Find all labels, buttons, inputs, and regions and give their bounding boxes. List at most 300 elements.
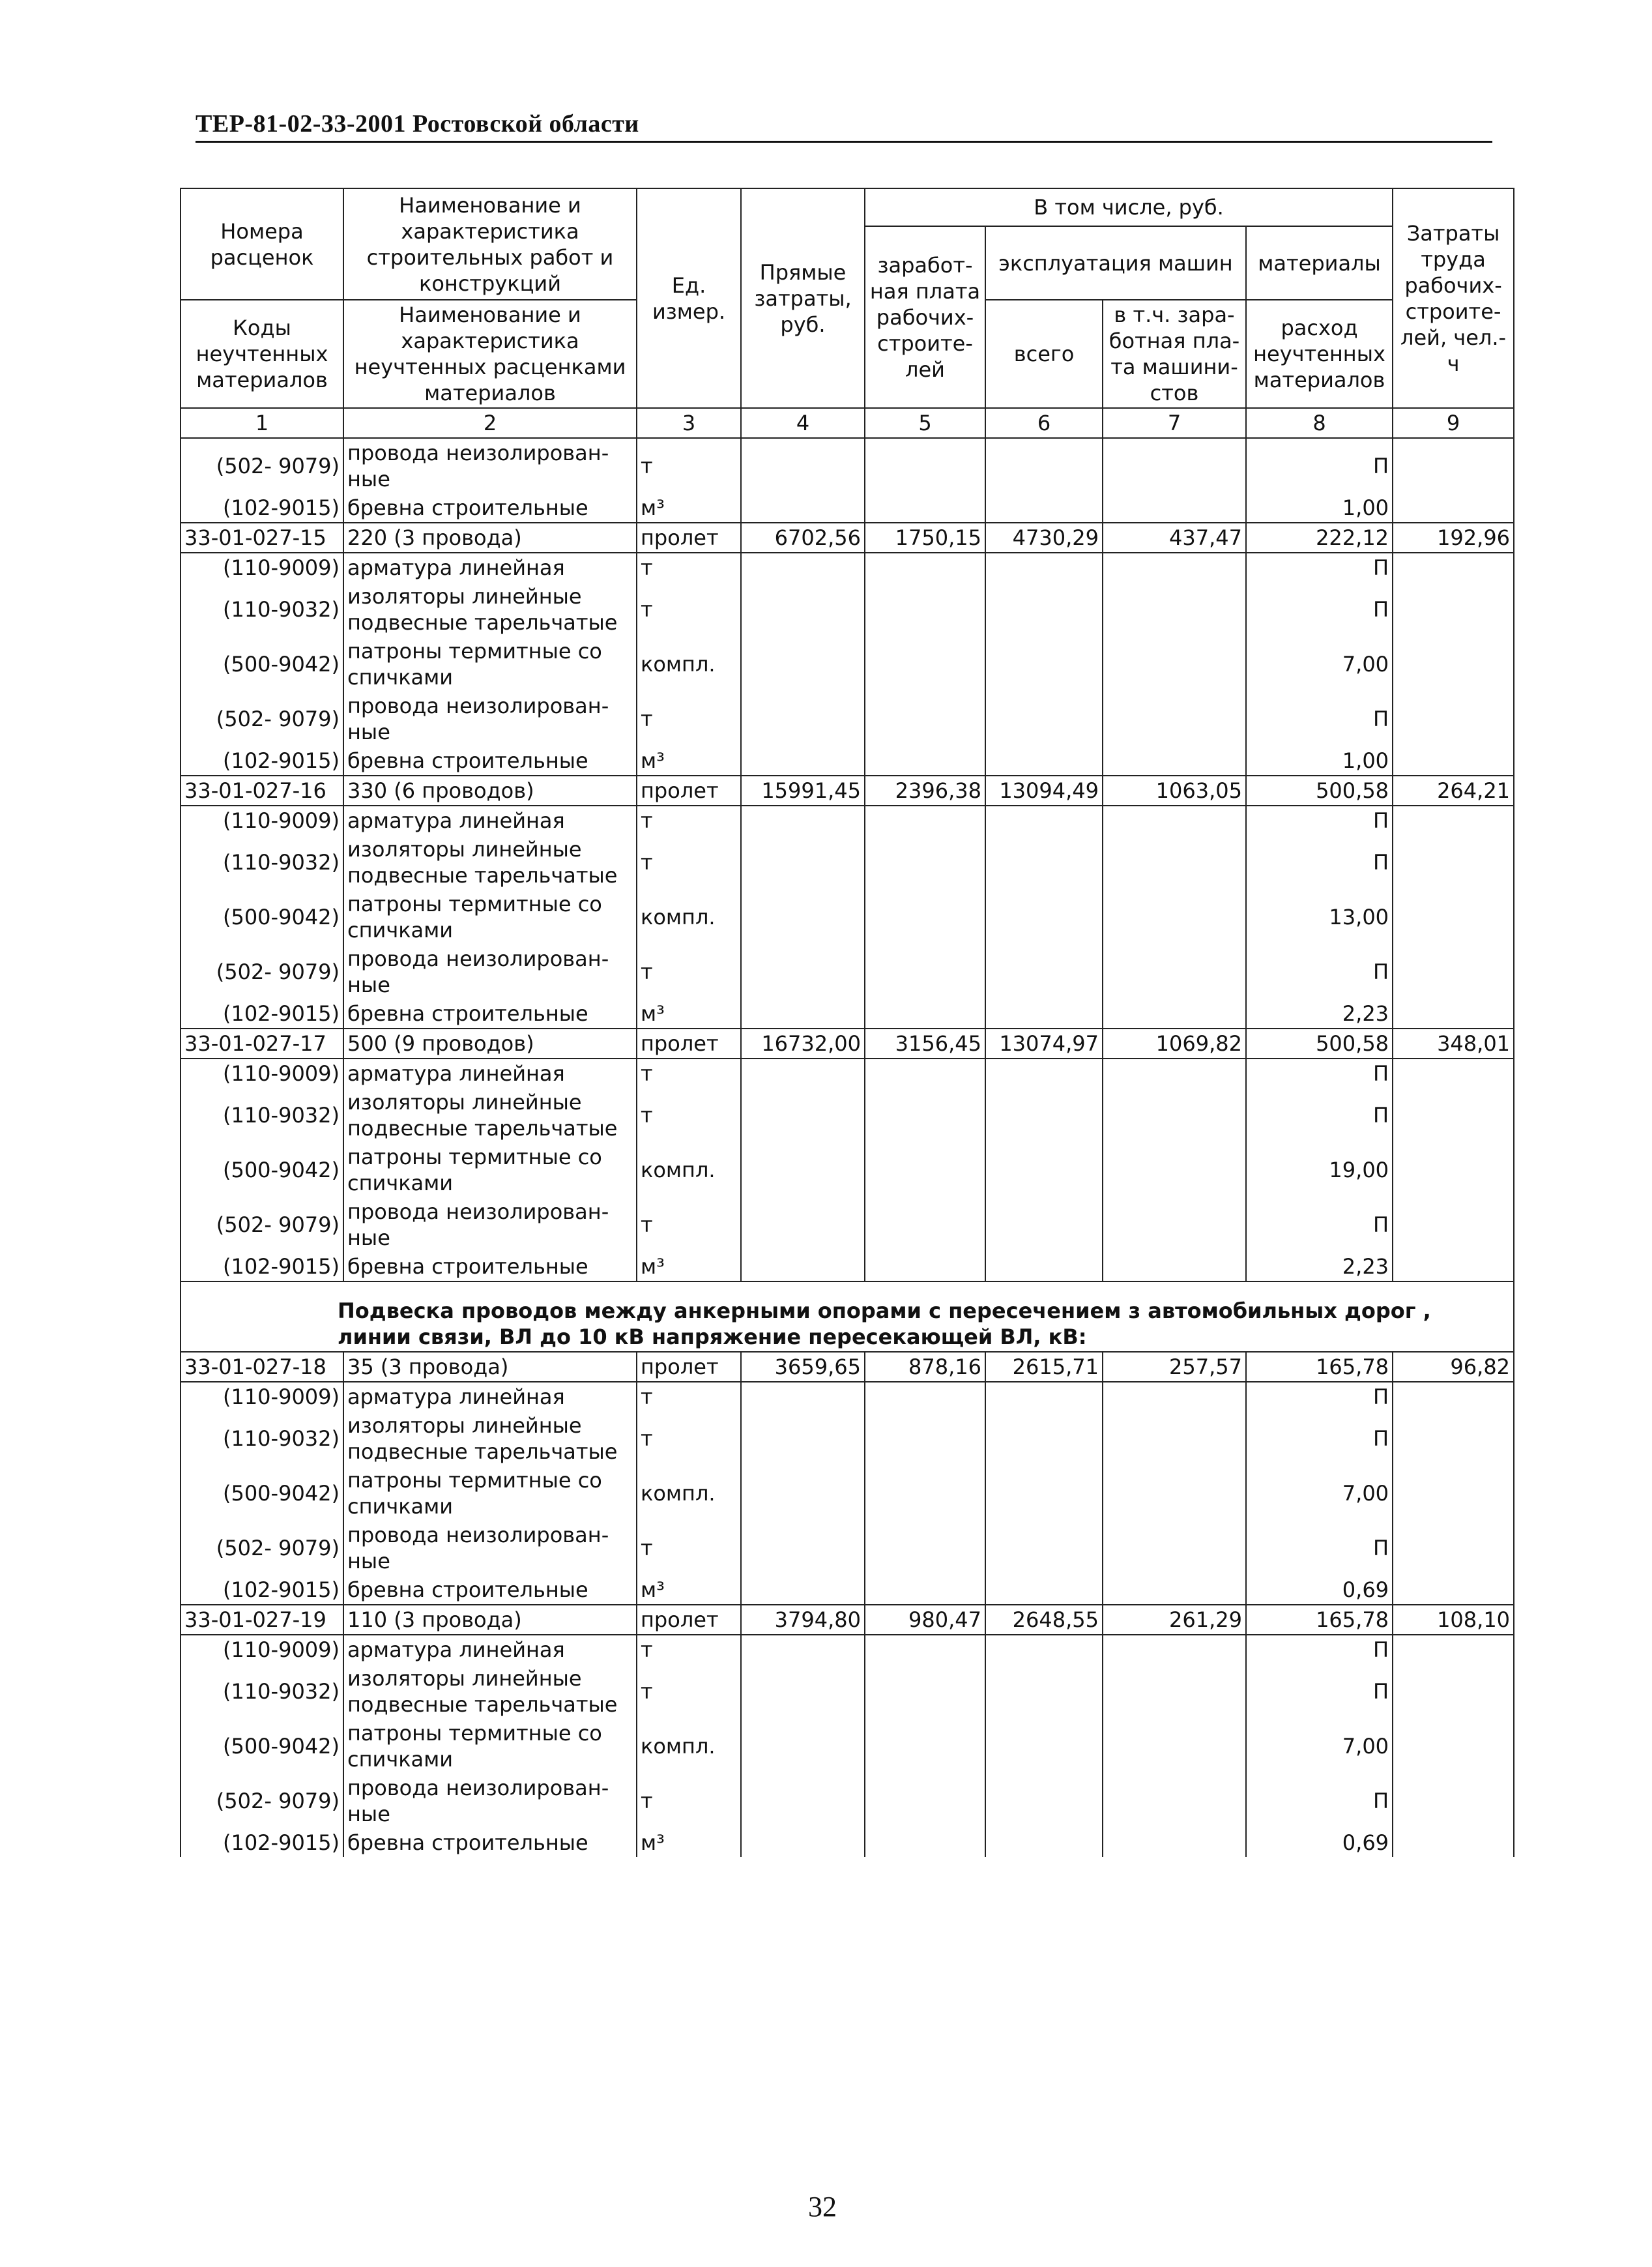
header-machines-wages: в т.ч. зара-ботная пла-та машини-стов [1103,300,1246,408]
column-number: 9 [1393,408,1514,438]
column-number: 6 [985,408,1103,438]
materials-value: П [1246,582,1393,637]
material-code: (500-9042) [181,1143,343,1197]
empty-cell [865,637,985,692]
empty-cell [741,1059,865,1088]
material-code: (102-9015) [181,1575,343,1605]
empty-cell [1393,1575,1514,1605]
direct-costs-value: 3659,65 [741,1352,865,1382]
material-row [181,806,1514,835]
empty-cell [741,1252,865,1281]
material-name: бревна строительные [343,1252,637,1281]
empty-cell [741,1143,865,1197]
direct-costs-value: 15991,45 [741,776,865,806]
material-code: (502- 9079) [181,1197,343,1252]
empty-cell [1103,692,1246,746]
empty-cell [741,944,865,999]
empty-cell [865,1575,985,1605]
machines-wages-value: 261,29 [1103,1605,1246,1635]
empty-cell [1103,890,1246,944]
empty-cell [1393,1635,1514,1664]
empty-cell [1393,493,1514,523]
labor-value: 348,01 [1393,1029,1514,1059]
page-number: 32 [808,2191,837,2223]
material-code: (500-9042) [181,890,343,944]
section-title: Подвеска проводов между анкерными опорами с пересечением з автомобильных дорог , линии связи, ВЛ до 10 кВ напряжение пересекающей ВЛ, кВ: [181,1281,1514,1352]
material-name: арматура линейная [343,1382,637,1411]
materials-value: П [1246,835,1393,890]
empty-cell [741,835,865,890]
material-code: (500-9042) [181,637,343,692]
material-name: провода неизолирован-ные [343,692,637,746]
empty-cell [1103,1466,1246,1521]
empty-cell [985,1466,1103,1521]
machines-total-value: 13074,97 [985,1029,1103,1059]
materials-value: П [1246,1088,1393,1143]
unit-cell: т [637,1635,741,1664]
materials-value: 1,00 [1246,746,1393,776]
unit-cell: м³ [637,493,741,523]
material-name: бревна строительные [343,999,637,1029]
empty-cell [985,1088,1103,1143]
unit-cell: т [637,1664,741,1719]
empty-cell [741,1411,865,1466]
header-unit: Ед. измер. [637,188,741,408]
empty-cell [985,1828,1103,1857]
rate-code: 33-01-027-19 [181,1605,343,1635]
machines-total-value: 2615,71 [985,1352,1103,1382]
material-row [181,890,1514,944]
material-code: (110-9032) [181,1088,343,1143]
rate-name: 35 (3 провода) [343,1352,637,1382]
labor-value: 192,96 [1393,523,1514,553]
header-machines-total: всего [985,300,1103,408]
material-name: патроны термитные со спичками [343,1466,637,1521]
material-name: провода неизолирован-ные [343,1774,637,1828]
unit-cell: т [637,1521,741,1575]
rate-row [181,1029,1514,1059]
unit-cell: пролет [637,1029,741,1059]
material-row [181,637,1514,692]
empty-cell [985,438,1103,493]
empty-cell [741,493,865,523]
material-code: (102-9015) [181,746,343,776]
material-code: (502- 9079) [181,438,343,493]
unit-cell: м³ [637,1828,741,1857]
empty-cell [1103,746,1246,776]
header-code-bottom: Коды неучтенных материалов [181,300,343,408]
rate-row [181,1605,1514,1635]
material-row [181,944,1514,999]
empty-cell [1103,637,1246,692]
empty-cell [985,1575,1103,1605]
material-name: провода неизолирован-ные [343,438,637,493]
materials-value: 7,00 [1246,1719,1393,1774]
empty-cell [1393,692,1514,746]
empty-cell [865,1197,985,1252]
empty-cell [865,1143,985,1197]
rate-code: 33-01-027-16 [181,776,343,806]
materials-value: П [1246,1521,1393,1575]
empty-cell [1393,1664,1514,1719]
material-row [181,746,1514,776]
direct-costs-value: 3794,80 [741,1605,865,1635]
material-name: провода неизолирован-ные [343,1521,637,1575]
materials-value: П [1246,1664,1393,1719]
empty-cell [985,1382,1103,1411]
materials-value: 19,00 [1246,1143,1393,1197]
empty-cell [865,582,985,637]
empty-cell [741,890,865,944]
header-name-top: Наименование и характеристика строительных работ и конструкций [343,188,637,300]
empty-cell [865,1664,985,1719]
empty-cell [1103,1719,1246,1774]
empty-cell [741,637,865,692]
empty-cell [1103,493,1246,523]
empty-cell [1393,1252,1514,1281]
materials-value: 500,58 [1246,776,1393,806]
empty-cell [1393,1466,1514,1521]
unit-cell: компл. [637,1143,741,1197]
empty-cell [1103,1252,1246,1281]
empty-cell [865,890,985,944]
empty-cell [741,553,865,582]
materials-value: П [1246,438,1393,493]
materials-value: П [1246,1635,1393,1664]
material-name: изоляторы линейные подвесные тарельчатые [343,1411,637,1466]
material-code: (500-9042) [181,1466,343,1521]
material-row [181,1197,1514,1252]
material-code: (110-9009) [181,553,343,582]
material-name: провода неизолирован-ные [343,944,637,999]
column-number: 4 [741,408,865,438]
header-including: В том числе, руб. [865,188,1393,226]
rate-name: 500 (9 проводов) [343,1029,637,1059]
materials-value: П [1246,1059,1393,1088]
empty-cell [985,1252,1103,1281]
materials-value: 0,69 [1246,1828,1393,1857]
empty-cell [741,1664,865,1719]
empty-cell [1393,1382,1514,1411]
empty-cell [985,1143,1103,1197]
unit-cell: т [637,582,741,637]
empty-cell [1393,1059,1514,1088]
column-number: 5 [865,408,985,438]
empty-cell [865,438,985,493]
material-row [181,1466,1514,1521]
empty-cell [985,999,1103,1029]
material-row [181,1059,1514,1088]
empty-cell [1103,1521,1246,1575]
empty-cell [1103,1197,1246,1252]
column-number: 8 [1246,408,1393,438]
material-row [181,1382,1514,1411]
empty-cell [1103,1575,1246,1605]
unit-cell: м³ [637,1575,741,1605]
material-code: (102-9015) [181,1252,343,1281]
material-row [181,438,1514,493]
column-number: 7 [1103,408,1246,438]
material-name: арматура линейная [343,806,637,835]
empty-cell [985,1664,1103,1719]
empty-cell [1103,1143,1246,1197]
empty-cell [985,944,1103,999]
unit-cell: пролет [637,776,741,806]
section-row [181,1281,1514,1352]
material-row [181,582,1514,637]
empty-cell [1103,553,1246,582]
wages-value: 980,47 [865,1605,985,1635]
empty-cell [741,1828,865,1857]
labor-value: 264,21 [1393,776,1514,806]
material-name: изоляторы линейные подвесные тарельчатые [343,1664,637,1719]
material-name: арматура линейная [343,1635,637,1664]
unit-cell: т [637,944,741,999]
header-code-top: Номера расценок [181,188,343,300]
empty-cell [741,438,865,493]
unit-cell: т [637,806,741,835]
rate-row [181,776,1514,806]
material-row [181,493,1514,523]
empty-cell [741,1635,865,1664]
empty-cell [1103,1635,1246,1664]
material-name: изоляторы линейные подвесные тарельчатые [343,1088,637,1143]
materials-value: П [1246,944,1393,999]
material-row [181,1411,1514,1466]
empty-cell [865,944,985,999]
empty-cell [985,1774,1103,1828]
empty-cell [1103,806,1246,835]
empty-cell [1393,1197,1514,1252]
empty-cell [985,692,1103,746]
rate-row [181,523,1514,553]
empty-cell [865,1521,985,1575]
document-title: ТЕР-81-02-33-2001 Ростовской области [196,110,1492,143]
materials-value: П [1246,553,1393,582]
materials-value: 500,58 [1246,1029,1393,1059]
empty-cell [1103,1664,1246,1719]
materials-value: 2,23 [1246,999,1393,1029]
empty-cell [1393,1719,1514,1774]
material-code: (110-9009) [181,1382,343,1411]
unit-cell: пролет [637,1352,741,1382]
unit-cell: т [637,1411,741,1466]
empty-cell [741,806,865,835]
materials-value: 0,69 [1246,1575,1393,1605]
material-name: бревна строительные [343,1575,637,1605]
material-row [181,1575,1514,1605]
material-name: патроны термитные со спичками [343,1143,637,1197]
unit-cell: м³ [637,746,741,776]
empty-cell [1393,999,1514,1029]
unit-cell: т [637,1774,741,1828]
material-name: патроны термитные со спичками [343,637,637,692]
column-number: 2 [343,408,637,438]
material-code: (110-9009) [181,806,343,835]
materials-value: 2,23 [1246,1252,1393,1281]
material-code: (500-9042) [181,1719,343,1774]
empty-cell [1103,1382,1246,1411]
empty-cell [985,1719,1103,1774]
column-number: 3 [637,408,741,438]
empty-cell [865,1774,985,1828]
empty-cell [865,1059,985,1088]
material-code: (110-9032) [181,582,343,637]
material-row [181,1252,1514,1281]
empty-cell [1103,582,1246,637]
empty-cell [1393,890,1514,944]
rate-name: 330 (6 проводов) [343,776,637,806]
empty-cell [985,835,1103,890]
empty-cell [1393,637,1514,692]
empty-cell [985,1635,1103,1664]
empty-cell [985,1059,1103,1088]
material-row [181,1088,1514,1143]
materials-value: П [1246,692,1393,746]
empty-cell [985,582,1103,637]
header-direct-costs: Прямые затраты, руб. [741,188,865,408]
materials-value: 7,00 [1246,1466,1393,1521]
material-code: (110-9032) [181,1664,343,1719]
material-code: (502- 9079) [181,944,343,999]
empty-cell [865,1382,985,1411]
unit-cell: т [637,1059,741,1088]
materials-value: 165,78 [1246,1605,1393,1635]
material-code: (110-9032) [181,1411,343,1466]
empty-cell [985,553,1103,582]
rate-name: 110 (3 провода) [343,1605,637,1635]
rate-code: 33-01-027-18 [181,1352,343,1382]
empty-cell [985,637,1103,692]
material-code: (110-9009) [181,1059,343,1088]
wages-value: 2396,38 [865,776,985,806]
material-row [181,999,1514,1029]
material-row [181,553,1514,582]
direct-costs-value: 16732,00 [741,1029,865,1059]
empty-cell [865,806,985,835]
column-number: 1 [181,408,343,438]
empty-cell [865,999,985,1029]
materials-value: П [1246,1411,1393,1466]
empty-cell [865,493,985,523]
rate-row [181,1352,1514,1382]
empty-cell [865,1088,985,1143]
empty-cell [741,1521,865,1575]
empty-cell [985,890,1103,944]
material-name: патроны термитные со спичками [343,890,637,944]
wages-value: 878,16 [865,1352,985,1382]
header-materials: материалы [1246,226,1393,300]
materials-value: П [1246,1197,1393,1252]
materials-value: 165,78 [1246,1352,1393,1382]
material-name: бревна строительные [343,746,637,776]
machines-total-value: 4730,29 [985,523,1103,553]
material-name: арматура линейная [343,1059,637,1088]
material-row [181,1143,1514,1197]
empty-cell [741,999,865,1029]
empty-cell [1393,835,1514,890]
empty-cell [985,746,1103,776]
unit-cell: т [637,835,741,890]
empty-cell [1103,944,1246,999]
empty-cell [865,1828,985,1857]
empty-cell [741,1774,865,1828]
empty-cell [985,1411,1103,1466]
column-numbers-row [181,408,1514,438]
rate-code: 33-01-027-17 [181,1029,343,1059]
machines-total-value: 2648,55 [985,1605,1103,1635]
material-code: (102-9015) [181,999,343,1029]
header-materials-sub: расход неучтенных материалов [1246,300,1393,408]
direct-costs-value: 6702,56 [741,523,865,553]
header-labor: Затраты труда рабочих-строите-лей, чел.-ч [1393,188,1514,408]
empty-cell [1103,1059,1246,1088]
empty-cell [1103,1088,1246,1143]
empty-cell [865,1635,985,1664]
empty-cell [1393,746,1514,776]
material-code: (502- 9079) [181,1774,343,1828]
unit-cell: пролет [637,523,741,553]
unit-cell: м³ [637,1252,741,1281]
empty-cell [1103,1828,1246,1857]
unit-cell: т [637,438,741,493]
materials-value: П [1246,806,1393,835]
empty-cell [985,1521,1103,1575]
rate-name: 220 (3 провода) [343,523,637,553]
empty-cell [1393,553,1514,582]
empty-cell [1393,1411,1514,1466]
empty-cell [865,1466,985,1521]
empty-cell [985,493,1103,523]
machines-wages-value: 1063,05 [1103,776,1246,806]
empty-cell [741,1575,865,1605]
material-name: бревна строительные [343,1828,637,1857]
rates-table [180,188,1514,1857]
labor-value: 108,10 [1393,1605,1514,1635]
header-name-bottom: Наименование и характеристика неучтенных расценками материалов [343,300,637,408]
unit-cell: т [637,1088,741,1143]
material-row [181,692,1514,746]
empty-cell [1103,438,1246,493]
material-name: изоляторы линейные подвесные тарельчатые [343,582,637,637]
empty-cell [865,692,985,746]
empty-cell [741,1466,865,1521]
unit-cell: м³ [637,999,741,1029]
empty-cell [1103,835,1246,890]
unit-cell: компл. [637,890,741,944]
machines-wages-value: 257,57 [1103,1352,1246,1382]
empty-cell [1393,944,1514,999]
materials-value: П [1246,1774,1393,1828]
labor-value: 96,82 [1393,1352,1514,1382]
empty-cell [1393,1088,1514,1143]
empty-cell [1393,438,1514,493]
unit-cell: т [637,1197,741,1252]
header-machines: эксплуатация машин [985,226,1246,300]
empty-cell [865,1411,985,1466]
empty-cell [1393,582,1514,637]
rate-code: 33-01-027-15 [181,523,343,553]
material-code: (102-9015) [181,1828,343,1857]
material-row [181,1828,1514,1857]
empty-cell [741,1088,865,1143]
empty-cell [1103,1411,1246,1466]
empty-cell [985,1197,1103,1252]
material-name: бревна строительные [343,493,637,523]
material-row [181,1635,1514,1664]
empty-cell [1393,1774,1514,1828]
unit-cell: компл. [637,1719,741,1774]
